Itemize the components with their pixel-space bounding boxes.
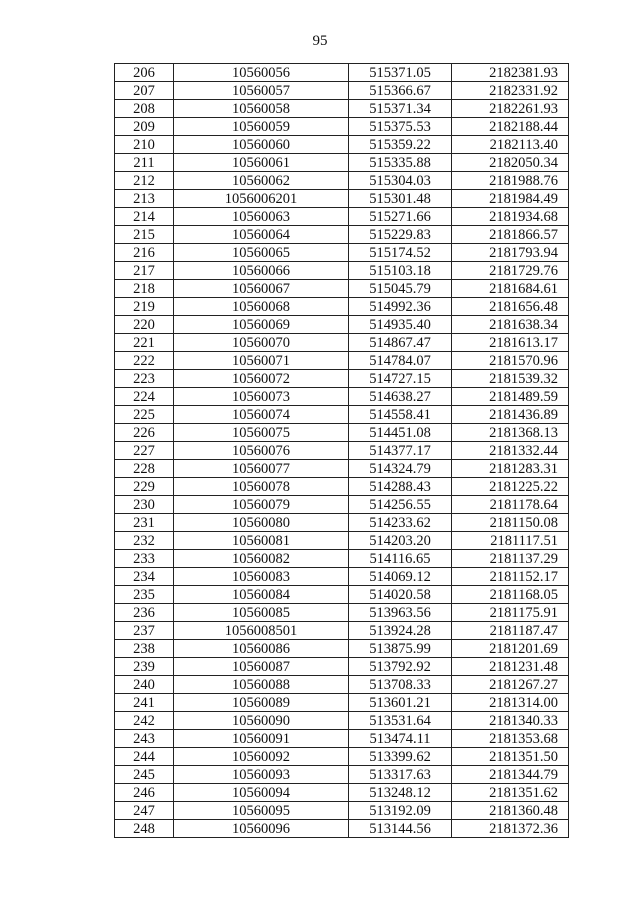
table-row xyxy=(115,820,569,838)
table-row xyxy=(115,676,569,694)
y-coordinate-cell: 2182050.34 xyxy=(452,154,569,172)
point-id-cell: 10560089 xyxy=(174,694,349,712)
y-coordinate-cell: 2181684.61 xyxy=(452,280,569,298)
y-coordinate-cell: 2181344.79 xyxy=(452,766,569,784)
point-id-cell: 10560077 xyxy=(174,460,349,478)
table-row xyxy=(115,118,569,136)
point-id-cell: 10560079 xyxy=(174,496,349,514)
x-coordinate-cell: 514069.12 xyxy=(349,568,452,586)
row-number-cell: 235 xyxy=(115,586,174,604)
x-coordinate-cell: 514203.20 xyxy=(349,532,452,550)
row-number-cell: 240 xyxy=(115,676,174,694)
row-number-cell: 217 xyxy=(115,262,174,280)
point-id-cell: 10560091 xyxy=(174,730,349,748)
x-coordinate-cell: 515229.83 xyxy=(349,226,452,244)
x-coordinate-cell: 514288.43 xyxy=(349,478,452,496)
table-row xyxy=(115,784,569,802)
y-coordinate-cell: 2182113.40 xyxy=(452,136,569,154)
table-row xyxy=(115,604,569,622)
y-coordinate-cell: 2181613.17 xyxy=(452,334,569,352)
y-coordinate-cell: 2181150.08 xyxy=(452,514,569,532)
row-number-cell: 245 xyxy=(115,766,174,784)
point-id-cell: 10560090 xyxy=(174,712,349,730)
y-coordinate-cell: 2181656.48 xyxy=(452,298,569,316)
x-coordinate-cell: 514377.17 xyxy=(349,442,452,460)
point-id-cell: 10560074 xyxy=(174,406,349,424)
x-coordinate-cell: 513531.64 xyxy=(349,712,452,730)
point-id-cell: 10560059 xyxy=(174,118,349,136)
x-coordinate-cell: 514451.08 xyxy=(349,424,452,442)
x-coordinate-cell: 514116.65 xyxy=(349,550,452,568)
x-coordinate-cell: 514784.07 xyxy=(349,352,452,370)
point-id-cell: 10560084 xyxy=(174,586,349,604)
point-id-cell: 10560080 xyxy=(174,514,349,532)
row-number-cell: 224 xyxy=(115,388,174,406)
y-coordinate-cell: 2181314.00 xyxy=(452,694,569,712)
table-row xyxy=(115,658,569,676)
row-number-cell: 223 xyxy=(115,370,174,388)
coordinates-table xyxy=(114,63,569,838)
table-row xyxy=(115,100,569,118)
row-number-cell: 248 xyxy=(115,820,174,838)
y-coordinate-cell: 2181332.44 xyxy=(452,442,569,460)
y-coordinate-cell: 2181267.27 xyxy=(452,676,569,694)
x-coordinate-cell: 515304.03 xyxy=(349,172,452,190)
x-coordinate-cell: 515359.22 xyxy=(349,136,452,154)
y-coordinate-cell: 2181168.05 xyxy=(452,586,569,604)
point-id-cell: 10560063 xyxy=(174,208,349,226)
table-row xyxy=(115,622,569,640)
row-number-cell: 233 xyxy=(115,550,174,568)
y-coordinate-cell: 2181570.96 xyxy=(452,352,569,370)
table-row xyxy=(115,280,569,298)
row-number-cell: 230 xyxy=(115,496,174,514)
row-number-cell: 229 xyxy=(115,478,174,496)
y-coordinate-cell: 2181351.62 xyxy=(452,784,569,802)
x-coordinate-cell: 515371.34 xyxy=(349,100,452,118)
table-row xyxy=(115,244,569,262)
x-coordinate-cell: 513708.33 xyxy=(349,676,452,694)
x-coordinate-cell: 515375.53 xyxy=(349,118,452,136)
y-coordinate-cell: 2181283.31 xyxy=(452,460,569,478)
x-coordinate-cell: 513399.62 xyxy=(349,748,452,766)
table-row xyxy=(115,442,569,460)
point-id-cell: 10560083 xyxy=(174,568,349,586)
x-coordinate-cell: 515174.52 xyxy=(349,244,452,262)
x-coordinate-cell: 515366.67 xyxy=(349,82,452,100)
row-number-cell: 211 xyxy=(115,154,174,172)
table-row xyxy=(115,262,569,280)
row-number-cell: 222 xyxy=(115,352,174,370)
row-number-cell: 231 xyxy=(115,514,174,532)
point-id-cell: 10560069 xyxy=(174,316,349,334)
row-number-cell: 218 xyxy=(115,280,174,298)
point-id-cell: 10560061 xyxy=(174,154,349,172)
y-coordinate-cell: 2181984.49 xyxy=(452,190,569,208)
y-coordinate-cell: 2181360.48 xyxy=(452,802,569,820)
x-coordinate-cell: 513601.21 xyxy=(349,694,452,712)
table-row xyxy=(115,532,569,550)
point-id-cell: 10560087 xyxy=(174,658,349,676)
row-number-cell: 213 xyxy=(115,190,174,208)
point-id-cell: 10560073 xyxy=(174,388,349,406)
x-coordinate-cell: 515045.79 xyxy=(349,280,452,298)
table-row xyxy=(115,640,569,658)
point-id-cell: 10560071 xyxy=(174,352,349,370)
coordinates-table-body xyxy=(115,64,569,838)
table-row xyxy=(115,766,569,784)
row-number-cell: 207 xyxy=(115,82,174,100)
table-row xyxy=(115,334,569,352)
table-row xyxy=(115,190,569,208)
table-row xyxy=(115,352,569,370)
x-coordinate-cell: 514638.27 xyxy=(349,388,452,406)
table-row xyxy=(115,298,569,316)
x-coordinate-cell: 514020.58 xyxy=(349,586,452,604)
point-id-cell: 10560072 xyxy=(174,370,349,388)
row-number-cell: 238 xyxy=(115,640,174,658)
y-coordinate-cell: 2182188.44 xyxy=(452,118,569,136)
row-number-cell: 220 xyxy=(115,316,174,334)
y-coordinate-cell: 2181187.47 xyxy=(452,622,569,640)
row-number-cell: 214 xyxy=(115,208,174,226)
table-row xyxy=(115,460,569,478)
x-coordinate-cell: 513792.92 xyxy=(349,658,452,676)
y-coordinate-cell: 2181225.22 xyxy=(452,478,569,496)
y-coordinate-cell: 2182381.93 xyxy=(452,64,569,82)
y-coordinate-cell: 2181368.13 xyxy=(452,424,569,442)
point-id-cell: 10560081 xyxy=(174,532,349,550)
point-id-cell: 10560075 xyxy=(174,424,349,442)
x-coordinate-cell: 515271.66 xyxy=(349,208,452,226)
x-coordinate-cell: 513875.99 xyxy=(349,640,452,658)
table-row xyxy=(115,208,569,226)
y-coordinate-cell: 2181117.51 xyxy=(452,532,569,550)
row-number-cell: 232 xyxy=(115,532,174,550)
table-row xyxy=(115,82,569,100)
table-row xyxy=(115,514,569,532)
x-coordinate-cell: 513317.63 xyxy=(349,766,452,784)
point-id-cell: 10560095 xyxy=(174,802,349,820)
row-number-cell: 212 xyxy=(115,172,174,190)
table-row xyxy=(115,802,569,820)
x-coordinate-cell: 514867.47 xyxy=(349,334,452,352)
y-coordinate-cell: 2181178.64 xyxy=(452,496,569,514)
x-coordinate-cell: 515371.05 xyxy=(349,64,452,82)
table-row xyxy=(115,154,569,172)
x-coordinate-cell: 514256.55 xyxy=(349,496,452,514)
table-row xyxy=(115,172,569,190)
row-number-cell: 243 xyxy=(115,730,174,748)
x-coordinate-cell: 513924.28 xyxy=(349,622,452,640)
row-number-cell: 237 xyxy=(115,622,174,640)
table-row xyxy=(115,226,569,244)
y-coordinate-cell: 2182331.92 xyxy=(452,82,569,100)
y-coordinate-cell: 2181729.76 xyxy=(452,262,569,280)
point-id-cell: 10560094 xyxy=(174,784,349,802)
table-row xyxy=(115,712,569,730)
point-id-cell: 10560066 xyxy=(174,262,349,280)
y-coordinate-cell: 2181539.32 xyxy=(452,370,569,388)
x-coordinate-cell: 514727.15 xyxy=(349,370,452,388)
y-coordinate-cell: 2181372.36 xyxy=(452,820,569,838)
x-coordinate-cell: 513474.11 xyxy=(349,730,452,748)
y-coordinate-cell: 2181201.69 xyxy=(452,640,569,658)
point-id-cell: 10560088 xyxy=(174,676,349,694)
table-row xyxy=(115,424,569,442)
table-row xyxy=(115,406,569,424)
y-coordinate-cell: 2181489.59 xyxy=(452,388,569,406)
table-row xyxy=(115,370,569,388)
x-coordinate-cell: 513144.56 xyxy=(349,820,452,838)
point-id-cell: 10560096 xyxy=(174,820,349,838)
point-id-cell: 10560067 xyxy=(174,280,349,298)
y-coordinate-cell: 2181231.48 xyxy=(452,658,569,676)
row-number-cell: 215 xyxy=(115,226,174,244)
x-coordinate-cell: 515335.88 xyxy=(349,154,452,172)
y-coordinate-cell: 2181934.68 xyxy=(452,208,569,226)
x-coordinate-cell: 513248.12 xyxy=(349,784,452,802)
x-coordinate-cell: 513963.56 xyxy=(349,604,452,622)
table-row xyxy=(115,586,569,604)
table-row xyxy=(115,136,569,154)
x-coordinate-cell: 514558.41 xyxy=(349,406,452,424)
x-coordinate-cell: 515301.48 xyxy=(349,190,452,208)
point-id-cell: 10560056 xyxy=(174,64,349,82)
table-row xyxy=(115,730,569,748)
point-id-cell: 1056006201 xyxy=(174,190,349,208)
y-coordinate-cell: 2182261.93 xyxy=(452,100,569,118)
x-coordinate-cell: 514324.79 xyxy=(349,460,452,478)
point-id-cell: 10560062 xyxy=(174,172,349,190)
point-id-cell: 10560092 xyxy=(174,748,349,766)
table-row xyxy=(115,388,569,406)
y-coordinate-cell: 2181436.89 xyxy=(452,406,569,424)
table-row xyxy=(115,748,569,766)
row-number-cell: 234 xyxy=(115,568,174,586)
row-number-cell: 216 xyxy=(115,244,174,262)
table-row xyxy=(115,316,569,334)
row-number-cell: 226 xyxy=(115,424,174,442)
table-row xyxy=(115,550,569,568)
point-id-cell: 10560058 xyxy=(174,100,349,118)
table-row xyxy=(115,568,569,586)
y-coordinate-cell: 2181866.57 xyxy=(452,226,569,244)
point-id-cell: 10560064 xyxy=(174,226,349,244)
row-number-cell: 246 xyxy=(115,784,174,802)
table-row xyxy=(115,64,569,82)
table-row xyxy=(115,694,569,712)
x-coordinate-cell: 514233.62 xyxy=(349,514,452,532)
point-id-cell: 10560086 xyxy=(174,640,349,658)
point-id-cell: 10560068 xyxy=(174,298,349,316)
x-coordinate-cell: 515103.18 xyxy=(349,262,452,280)
row-number-cell: 236 xyxy=(115,604,174,622)
y-coordinate-cell: 2181988.76 xyxy=(452,172,569,190)
y-coordinate-cell: 2181351.50 xyxy=(452,748,569,766)
y-coordinate-cell: 2181353.68 xyxy=(452,730,569,748)
row-number-cell: 242 xyxy=(115,712,174,730)
point-id-cell: 10560065 xyxy=(174,244,349,262)
row-number-cell: 219 xyxy=(115,298,174,316)
x-coordinate-cell: 514992.36 xyxy=(349,298,452,316)
point-id-cell: 10560060 xyxy=(174,136,349,154)
row-number-cell: 206 xyxy=(115,64,174,82)
point-id-cell: 10560057 xyxy=(174,82,349,100)
y-coordinate-cell: 2181137.29 xyxy=(452,550,569,568)
row-number-cell: 244 xyxy=(115,748,174,766)
row-number-cell: 221 xyxy=(115,334,174,352)
x-coordinate-cell: 514935.40 xyxy=(349,316,452,334)
point-id-cell: 10560093 xyxy=(174,766,349,784)
y-coordinate-cell: 2181340.33 xyxy=(452,712,569,730)
row-number-cell: 228 xyxy=(115,460,174,478)
point-id-cell: 10560082 xyxy=(174,550,349,568)
y-coordinate-cell: 2181793.94 xyxy=(452,244,569,262)
row-number-cell: 241 xyxy=(115,694,174,712)
table-row xyxy=(115,496,569,514)
point-id-cell: 10560070 xyxy=(174,334,349,352)
y-coordinate-cell: 2181638.34 xyxy=(452,316,569,334)
row-number-cell: 247 xyxy=(115,802,174,820)
row-number-cell: 210 xyxy=(115,136,174,154)
row-number-cell: 225 xyxy=(115,406,174,424)
row-number-cell: 227 xyxy=(115,442,174,460)
point-id-cell: 1056008501 xyxy=(174,622,349,640)
page-number: 95 xyxy=(312,33,328,49)
row-number-cell: 208 xyxy=(115,100,174,118)
y-coordinate-cell: 2181152.17 xyxy=(452,568,569,586)
row-number-cell: 209 xyxy=(115,118,174,136)
row-number-cell: 239 xyxy=(115,658,174,676)
point-id-cell: 10560085 xyxy=(174,604,349,622)
table-row xyxy=(115,478,569,496)
x-coordinate-cell: 513192.09 xyxy=(349,802,452,820)
point-id-cell: 10560076 xyxy=(174,442,349,460)
point-id-cell: 10560078 xyxy=(174,478,349,496)
y-coordinate-cell: 2181175.91 xyxy=(452,604,569,622)
